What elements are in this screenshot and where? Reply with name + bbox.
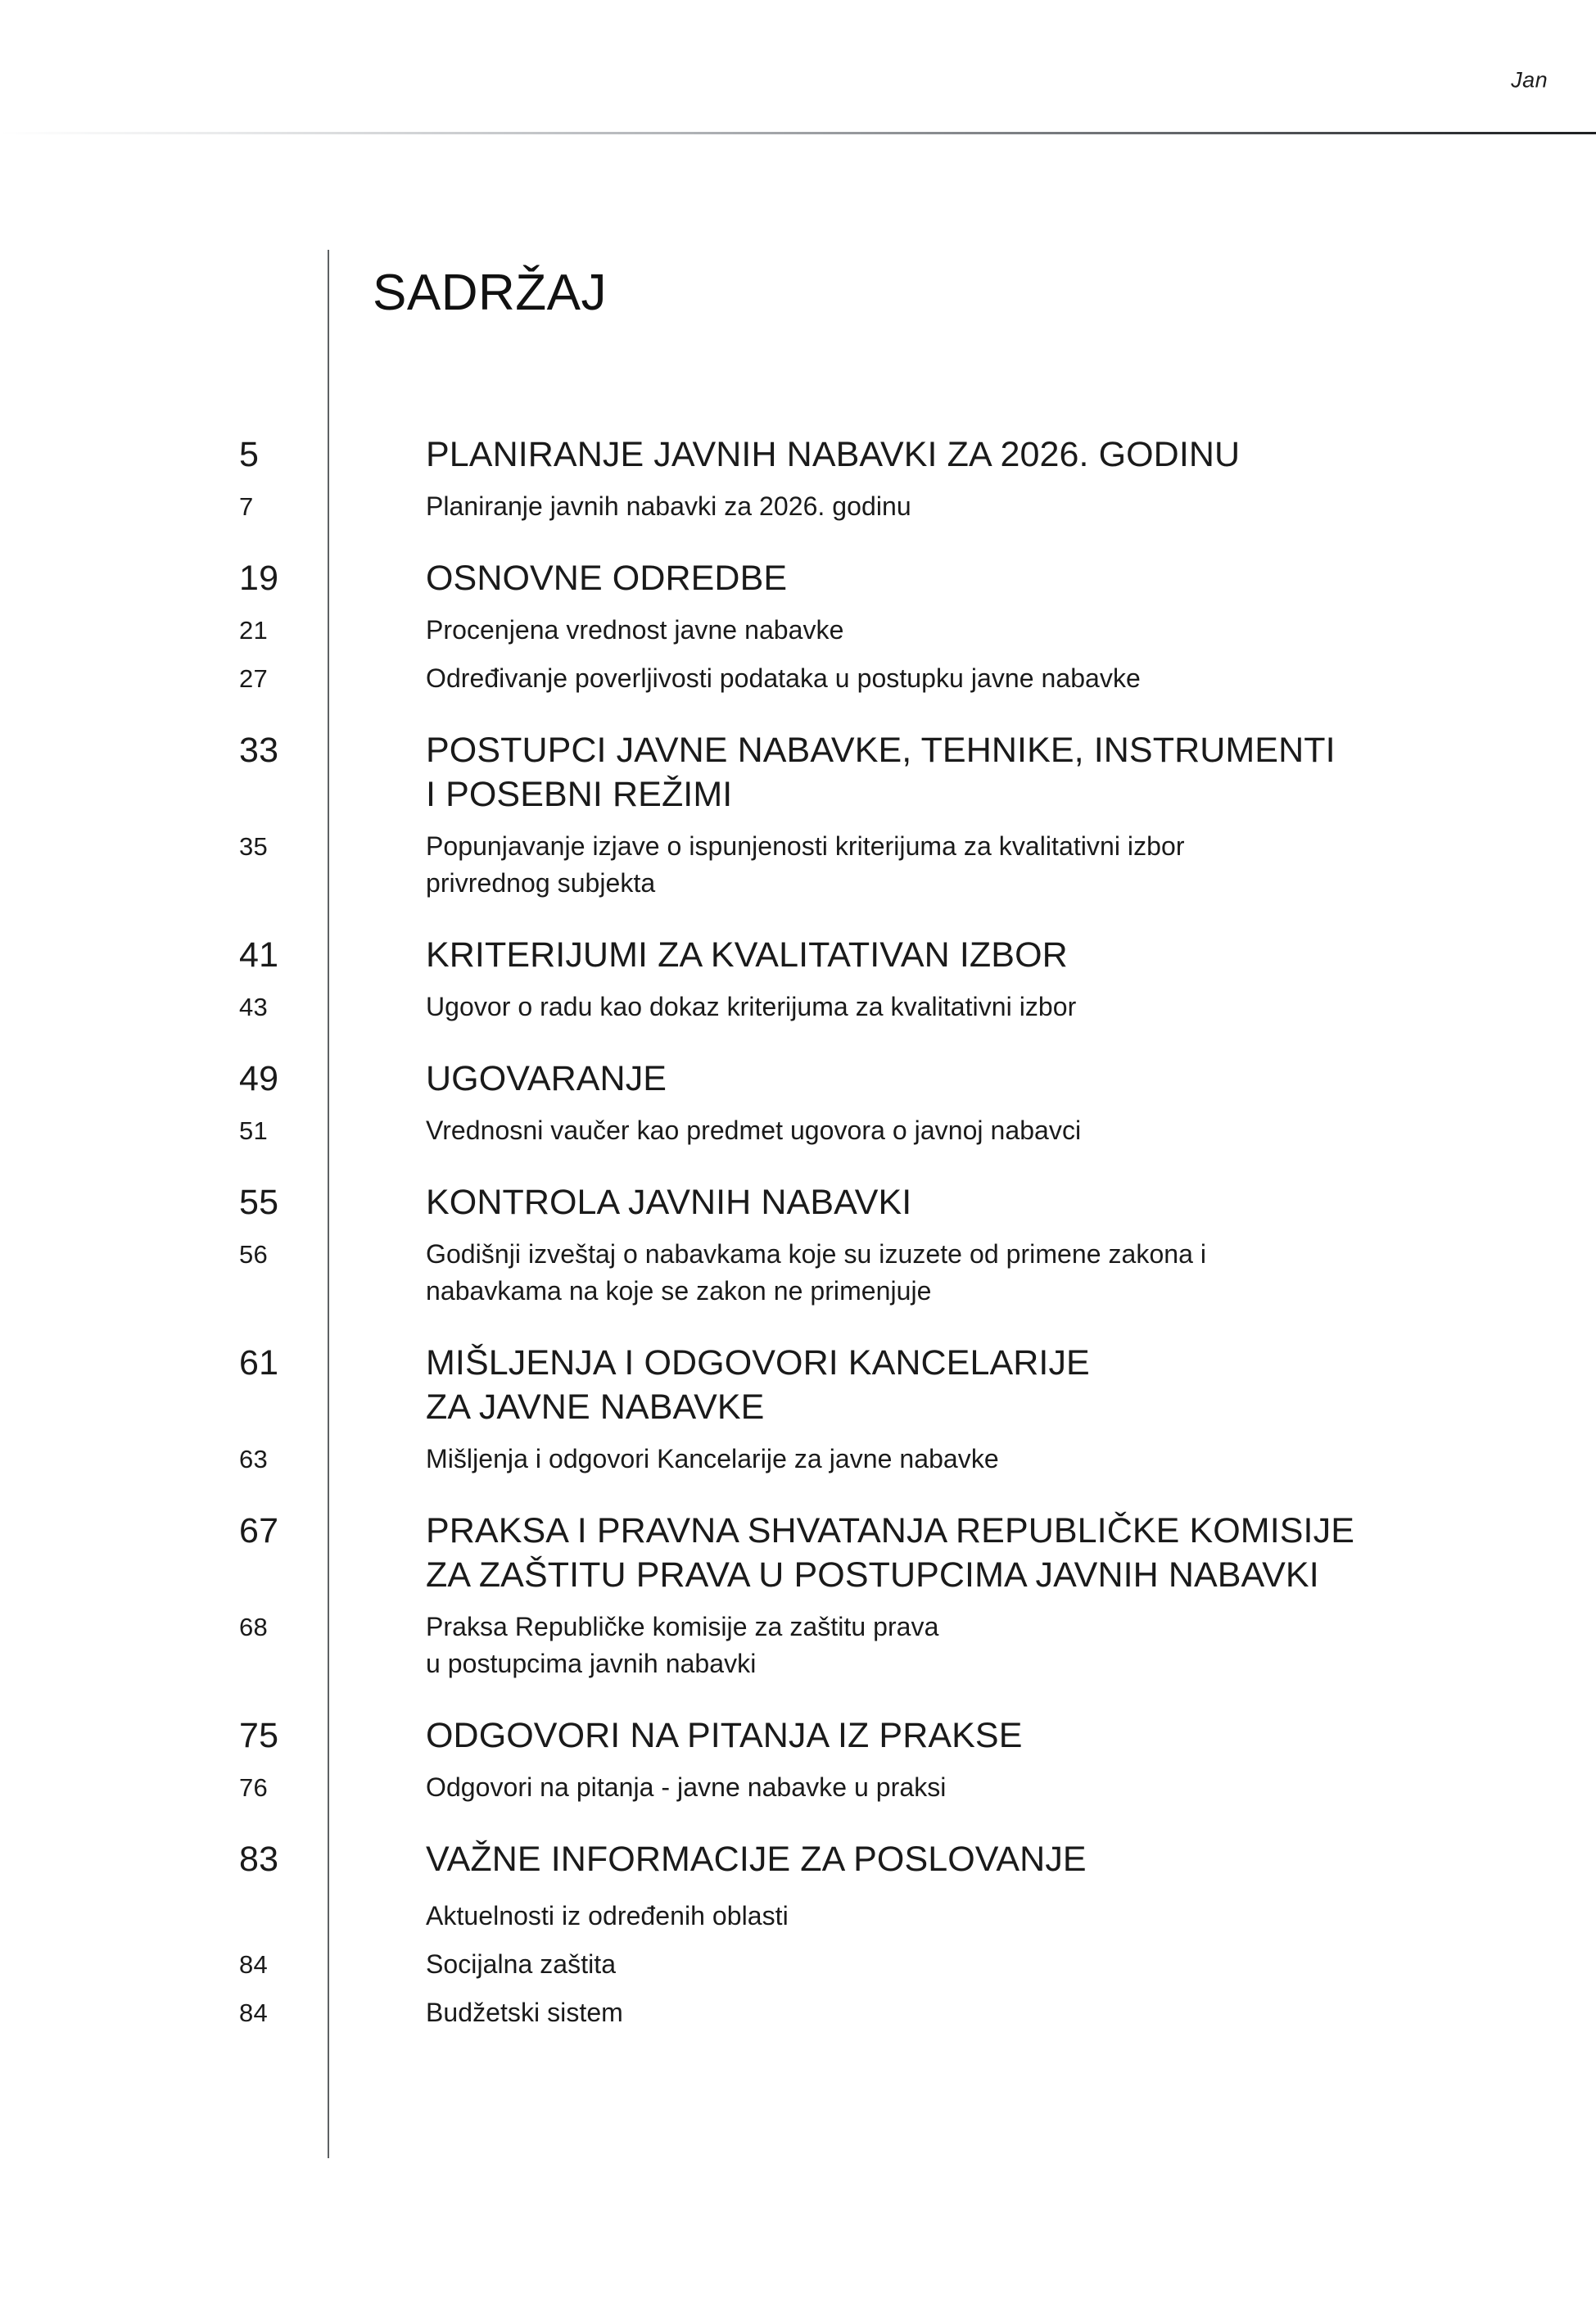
- toc-entry-title[interactable]: [374, 1994, 1596, 2031]
- toc-text-line: OSNOVNE ODREDBE: [426, 559, 788, 598]
- toc-entry-row[interactable]: [0, 1441, 1596, 1478]
- toc-text-line: Procenjena vrednost javne nabavke: [426, 615, 844, 645]
- toc-entry-title[interactable]: [374, 1609, 1596, 1682]
- toc-section-title[interactable]: [374, 556, 1596, 600]
- toc-text-line: Mišljenja i odgovori Kancelarije za javne nabavke: [426, 1444, 999, 1473]
- toc-entry-page-number: 51: [239, 1116, 268, 1145]
- toc-entry-row[interactable]: [0, 660, 1596, 697]
- toc-section-title[interactable]: [374, 728, 1596, 817]
- toc-entry-title[interactable]: [374, 612, 1596, 649]
- toc-entry-page-number: 43: [239, 993, 268, 1021]
- toc-section-page-number: 33: [239, 731, 279, 770]
- toc-section-page-number: 61: [239, 1343, 279, 1383]
- header-rule-divider: [0, 132, 1596, 134]
- toc-text-line: MIŠLJENJA I ODGOVORI KANCELARIJE: [426, 1343, 1090, 1383]
- toc-entry-title[interactable]: [374, 1769, 1596, 1806]
- toc-entry-page-number: 7: [239, 492, 254, 521]
- toc-section-row[interactable]: [0, 1509, 1596, 1597]
- toc-entry-title[interactable]: [374, 1946, 1596, 1983]
- toc-entry-page-number: 84: [239, 1998, 268, 2027]
- toc-text-line: ZA ZAŠTITU PRAVA U POSTUPCIMA JAVNIH NABAVKI: [426, 1555, 1319, 1595]
- toc-entry-row[interactable]: [0, 1994, 1596, 2031]
- toc-text-line: Popunjavanje izjave o ispunjenosti kriterijuma za kvalitativni izbor: [426, 831, 1185, 861]
- toc-section-page-number: 55: [239, 1183, 279, 1222]
- toc-section-page-number: 19: [239, 559, 279, 598]
- toc-entry-row[interactable]: [0, 1236, 1596, 1310]
- toc-section-page-number: 83: [239, 1840, 279, 1879]
- toc-section-row[interactable]: [0, 1837, 1596, 1881]
- toc-entry-page-number: 56: [239, 1240, 268, 1269]
- toc-text-line: PLANIRANJE JAVNIH NABAVKI ZA 2026. GODINU: [426, 435, 1241, 474]
- toc-section-title[interactable]: [374, 1713, 1596, 1758]
- toc-text-line: Socijalna zaštita: [426, 1949, 617, 1979]
- toc-section-page-number: 49: [239, 1059, 279, 1098]
- toc-entry-row[interactable]: [0, 989, 1596, 1025]
- toc-entry-page-number: 63: [239, 1445, 268, 1473]
- toc-section-title[interactable]: [374, 432, 1596, 477]
- toc-text-line: Planiranje javnih nabavki za 2026. godinu: [426, 491, 911, 521]
- toc-text-line: nabavkama na koje se zakon ne primenjuje: [426, 1276, 932, 1306]
- toc-section-row[interactable]: [0, 432, 1596, 477]
- toc-entry-row[interactable]: [0, 1946, 1596, 1983]
- running-header: [0, 0, 1596, 139]
- toc-entry-row[interactable]: [0, 488, 1596, 525]
- toc-entry-page-number: 68: [239, 1613, 268, 1641]
- toc-entry-row[interactable]: [0, 612, 1596, 649]
- toc-entry-title[interactable]: [374, 660, 1596, 697]
- toc-entry-title[interactable]: [374, 1441, 1596, 1478]
- toc-section-title[interactable]: [374, 1509, 1596, 1597]
- toc-section-row[interactable]: [0, 1713, 1596, 1758]
- toc-section-row[interactable]: [0, 1057, 1596, 1101]
- toc-entry-title[interactable]: [374, 488, 1596, 525]
- header-month-label: Jan: [1511, 67, 1548, 93]
- toc-entry-title[interactable]: [374, 1898, 1596, 1935]
- toc-entry-page-number: 27: [239, 664, 268, 693]
- toc-text-line: privrednog subjekta: [426, 868, 656, 898]
- toc-text-line: Odgovori na pitanja - javne nabavke u praksi: [426, 1772, 947, 1802]
- toc-entry-title[interactable]: [374, 828, 1596, 902]
- toc-entry-row[interactable]: [0, 828, 1596, 902]
- toc-section-row[interactable]: [0, 1180, 1596, 1224]
- toc-text-line: VAŽNE INFORMACIJE ZA POSLOVANJE: [426, 1840, 1087, 1879]
- toc-text-line: Određivanje poverljivosti podataka u postupku javne nabavke: [426, 663, 1141, 693]
- toc-entry-page-number: 76: [239, 1773, 268, 1802]
- toc-text-line: ZA JAVNE NABAVKE: [426, 1387, 765, 1427]
- toc-text-line: Budžetski sistem: [426, 1998, 623, 2027]
- toc-entry-title[interactable]: [374, 989, 1596, 1025]
- toc-text-line: KRITERIJUMI ZA KVALITATIVAN IZBOR: [426, 935, 1068, 975]
- toc-section-row[interactable]: [0, 556, 1596, 600]
- toc-entry-title[interactable]: [374, 1236, 1596, 1310]
- toc-entry-row[interactable]: [0, 1769, 1596, 1806]
- toc-section-row[interactable]: [0, 1341, 1596, 1429]
- toc-text-line: UGOVARANJE: [426, 1059, 667, 1098]
- toc-entry-row[interactable]: [0, 1112, 1596, 1149]
- toc-section-row[interactable]: [0, 728, 1596, 817]
- toc-entry-page-number: 84: [239, 1950, 268, 1979]
- toc-entry-page-number: 21: [239, 616, 268, 645]
- toc-text-line: KONTROLA JAVNIH NABAVKI: [426, 1183, 912, 1222]
- toc-text-line: ODGOVORI NA PITANJA IZ PRAKSE: [426, 1716, 1023, 1755]
- toc-text-line: Ugovor o radu kao dokaz kriterijuma za kvalitativni izbor: [426, 992, 1077, 1021]
- toc-text-line: POSTUPCI JAVNE NABAVKE, TEHNIKE, INSTRUMENTI: [426, 731, 1336, 770]
- toc-section-row[interactable]: [0, 933, 1596, 977]
- toc-section-title[interactable]: [374, 933, 1596, 977]
- toc-text-line: Vrednosni vaučer kao predmet ugovora o javnoj nabavci: [426, 1116, 1082, 1145]
- toc-section-page-number: 5: [239, 435, 260, 474]
- toc-section-page-number: 67: [239, 1511, 279, 1550]
- toc-text-line: Praksa Republičke komisije za zaštitu prava: [426, 1612, 939, 1641]
- toc-text-line: Godišnji izveštaj o nabavkama koje su izuzete od primene zakona i: [426, 1239, 1207, 1269]
- toc-entry-page-number: 35: [239, 832, 268, 861]
- toc-entry-row[interactable]: [0, 1609, 1596, 1682]
- toc-text-line: I POSEBNI REŽIMI: [426, 775, 733, 814]
- toc-section-page-number: 75: [239, 1716, 279, 1755]
- toc-text-line: Aktuelnosti iz određenih oblasti: [426, 1901, 789, 1930]
- toc-section-page-number: 41: [239, 935, 279, 975]
- toc-row-list: [0, 432, 1596, 2031]
- page-title: SADRŽAJ: [373, 264, 607, 321]
- toc-entry-row[interactable]: [0, 1898, 1596, 1935]
- toc-section-title[interactable]: [374, 1057, 1596, 1101]
- toc-section-title[interactable]: [374, 1341, 1596, 1429]
- toc-section-title[interactable]: [374, 1837, 1596, 1881]
- toc-text-line: u postupcima javnih nabavki: [426, 1649, 757, 1678]
- toc-section-title[interactable]: [374, 1180, 1596, 1224]
- toc-text-line: PRAKSA I PRAVNA SHVATANJA REPUBLIČKE KOMISIJE: [426, 1511, 1354, 1550]
- toc-entry-title[interactable]: [374, 1112, 1596, 1149]
